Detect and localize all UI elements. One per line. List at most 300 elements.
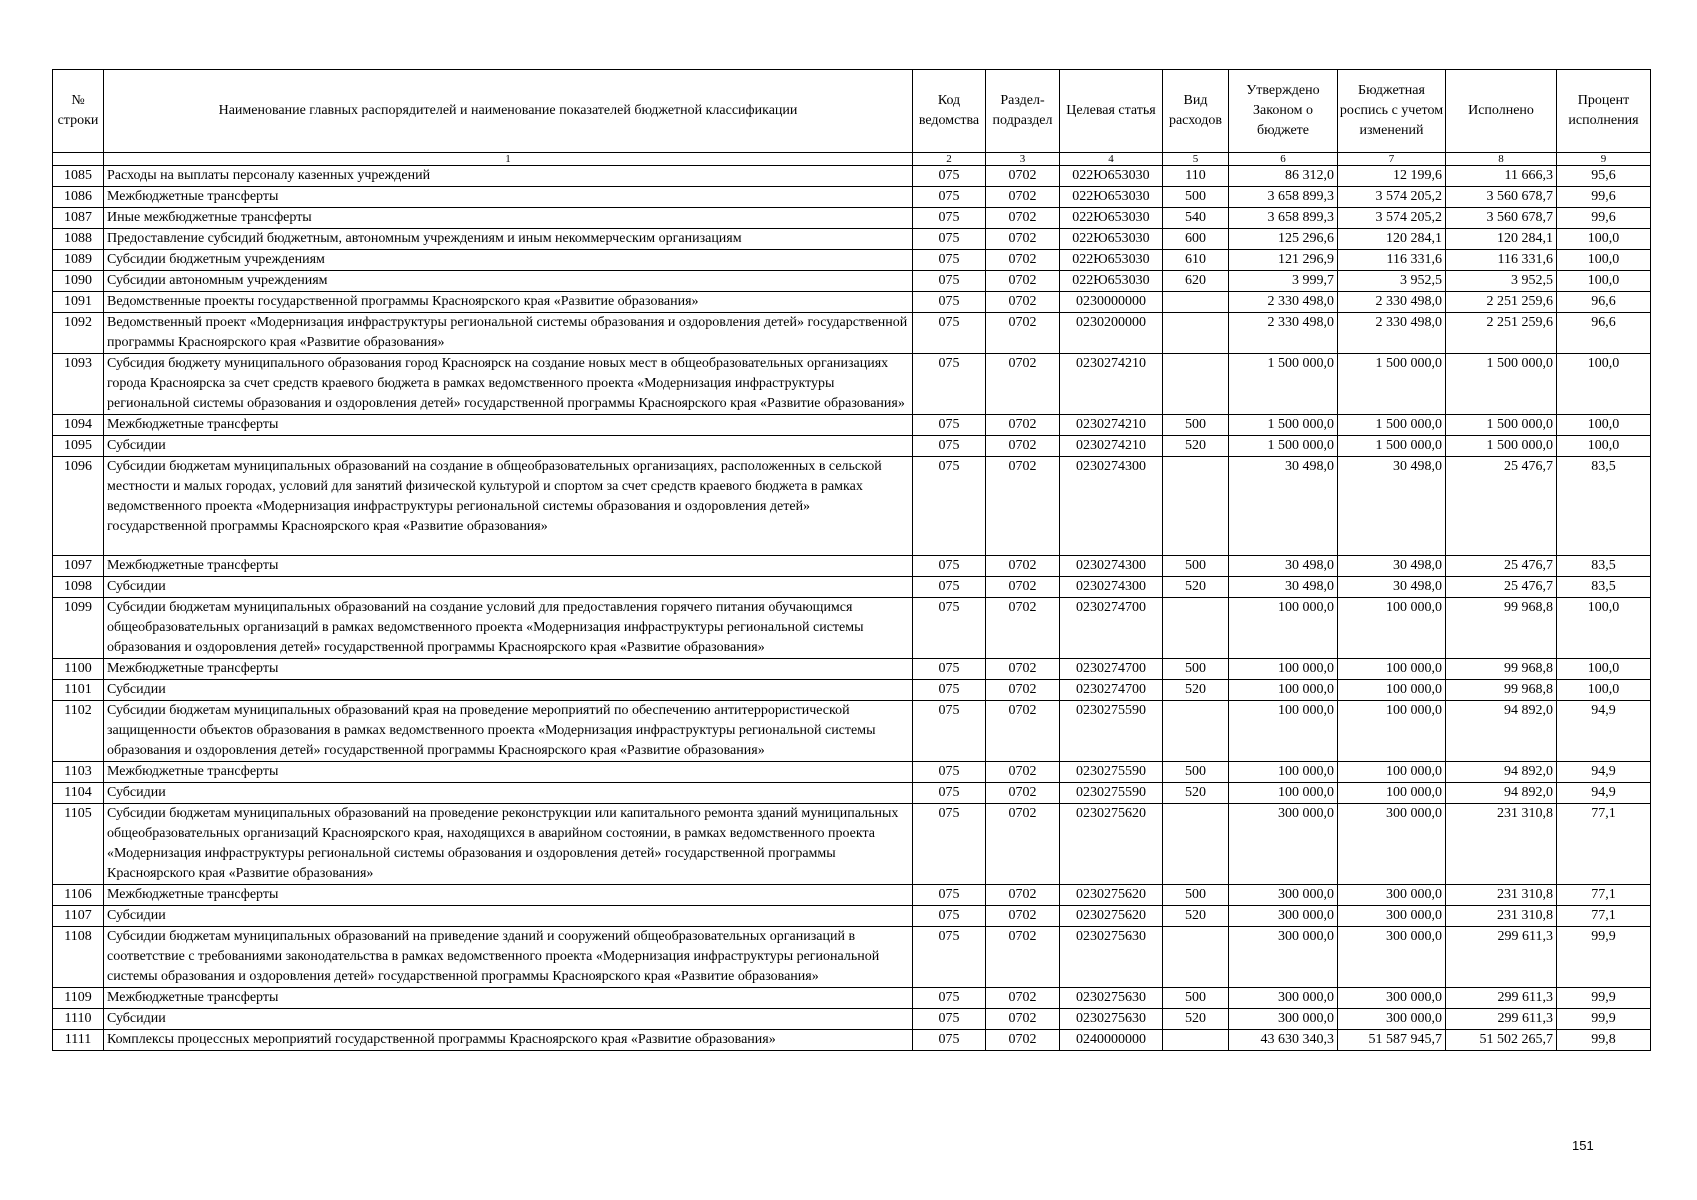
executed-amount: 3 560 678,7 [1446,187,1557,208]
section-code: 0702 [986,680,1060,701]
row-number: 1087 [53,208,104,229]
section-code: 0702 [986,271,1060,292]
approved-amount: 3 999,7 [1229,271,1338,292]
budget-schedule-amount: 120 284,1 [1338,229,1446,250]
row-number: 1105 [53,804,104,885]
indicator-name: Иные межбюджетные трансферты [104,208,913,229]
approved-amount: 2 330 498,0 [1229,292,1338,313]
target-item-code: 0230275590 [1060,783,1163,804]
section-code: 0702 [986,415,1060,436]
target-item-code: 0230274300 [1060,556,1163,577]
budget-schedule-amount: 2 330 498,0 [1338,313,1446,354]
expense-type-code: 610 [1163,250,1229,271]
header-name: Наименование главных распорядителей и наименование показателей бюджетной классификации [104,70,913,153]
department-code: 075 [913,906,986,927]
expense-type-code: 520 [1163,1009,1229,1030]
expense-type-code: 500 [1163,988,1229,1009]
section-code: 0702 [986,988,1060,1009]
section-code: 0702 [986,577,1060,598]
table-row [53,271,1651,292]
executed-amount: 99 968,8 [1446,598,1557,659]
row-number: 1108 [53,927,104,988]
target-item-code: 022Ю653030 [1060,208,1163,229]
executed-amount: 1 500 000,0 [1446,354,1557,415]
executed-amount: 94 892,0 [1446,701,1557,762]
expense-type-code: 600 [1163,229,1229,250]
table-row [53,250,1651,271]
target-item-code: 0230274700 [1060,659,1163,680]
department-code: 075 [913,556,986,577]
expense-type-code: 500 [1163,885,1229,906]
executed-amount: 1 500 000,0 [1446,436,1557,457]
department-code: 075 [913,885,986,906]
target-item-code: 0230200000 [1060,313,1163,354]
indicator-name: Межбюджетные трансферты [104,762,913,783]
executed-amount: 116 331,6 [1446,250,1557,271]
department-code: 075 [913,208,986,229]
header-approved: Утверждено Законом о бюджете [1229,70,1338,153]
row-number: 1102 [53,701,104,762]
executed-amount: 1 500 000,0 [1446,415,1557,436]
table-row [53,885,1651,906]
expense-type-code [1163,804,1229,885]
indicator-name: Субсидии бюджетам муниципальных образований на проведение реконструкции или капитального ремонта зданий муниципальных общеобразовательных организаций Красноярского края, находящихся в аварийном состоянии, в рамках ведомственного проекта «Модернизация инфраструктуры региональной системы образования и оздоровления детей» государственной программы Красноярского края «Развитие образования» [104,804,913,885]
department-code: 075 [913,436,986,457]
target-item-code: 0230274300 [1060,577,1163,598]
execution-percent: 100,0 [1557,415,1651,436]
approved-amount: 2 330 498,0 [1229,313,1338,354]
section-code: 0702 [986,166,1060,187]
expense-type-code: 520 [1163,436,1229,457]
budget-schedule-amount: 100 000,0 [1338,762,1446,783]
target-item-code: 0230275630 [1060,988,1163,1009]
expense-type-code [1163,927,1229,988]
expense-type-code: 500 [1163,187,1229,208]
indicator-name: Межбюджетные трансферты [104,988,913,1009]
executed-amount: 299 611,3 [1446,927,1557,988]
indicator-name: Субсидии [104,436,913,457]
department-code: 075 [913,229,986,250]
target-item-code: 0230274210 [1060,354,1163,415]
row-number: 1100 [53,659,104,680]
budget-schedule-amount: 30 498,0 [1338,457,1446,556]
department-code: 075 [913,250,986,271]
executed-amount: 99 968,8 [1446,659,1557,680]
row-number: 1098 [53,577,104,598]
column-number: 5 [1163,153,1229,166]
approved-amount: 121 296,9 [1229,250,1338,271]
table-row [53,556,1651,577]
indicator-name: Расходы на выплаты персоналу казенных учреждений [104,166,913,187]
budget-schedule-amount: 100 000,0 [1338,701,1446,762]
executed-amount: 2 251 259,6 [1446,292,1557,313]
row-number: 1089 [53,250,104,271]
column-number: 8 [1446,153,1557,166]
indicator-name: Межбюджетные трансферты [104,885,913,906]
target-item-code: 0230275630 [1060,927,1163,988]
approved-amount: 43 630 340,3 [1229,1030,1338,1051]
target-item-code: 0230275590 [1060,701,1163,762]
row-number: 1094 [53,415,104,436]
target-item-code: 0230275620 [1060,885,1163,906]
executed-amount: 231 310,8 [1446,804,1557,885]
budget-schedule-amount: 3 952,5 [1338,271,1446,292]
execution-percent: 100,0 [1557,598,1651,659]
expense-type-code: 500 [1163,415,1229,436]
execution-percent: 99,6 [1557,208,1651,229]
execution-percent: 100,0 [1557,680,1651,701]
target-item-code: 0230275620 [1060,906,1163,927]
expense-type-code: 500 [1163,659,1229,680]
column-number: 6 [1229,153,1338,166]
indicator-name: Субсидии [104,1009,913,1030]
row-number: 1096 [53,457,104,556]
executed-amount: 3 952,5 [1446,271,1557,292]
indicator-name: Межбюджетные трансферты [104,187,913,208]
department-code: 075 [913,292,986,313]
section-code: 0702 [986,598,1060,659]
expense-type-code: 110 [1163,166,1229,187]
column-number-row [53,153,1651,166]
header-percent: Процент исполнения [1557,70,1651,153]
target-item-code: 0230274700 [1060,598,1163,659]
table-row [53,577,1651,598]
header-executed: Исполнено [1446,70,1557,153]
approved-amount: 300 000,0 [1229,906,1338,927]
table-row [53,457,1651,556]
row-number: 1095 [53,436,104,457]
section-code: 0702 [986,187,1060,208]
department-code: 075 [913,988,986,1009]
indicator-name: Субсидии бюджетам муниципальных образований на создание условий для предоставления горячего питания обучающимся общеобразовательных организаций в рамках ведомственного проекта «Модернизация инфраструктуры региональной системы образования и оздоровления детей» государственной программы Красноярского края «Развитие образования» [104,598,913,659]
execution-percent: 100,0 [1557,354,1651,415]
row-number: 1110 [53,1009,104,1030]
expense-type-code: 520 [1163,783,1229,804]
executed-amount: 25 476,7 [1446,457,1557,556]
executed-amount: 25 476,7 [1446,577,1557,598]
table-row [53,1030,1651,1051]
approved-amount: 300 000,0 [1229,988,1338,1009]
execution-percent: 96,6 [1557,313,1651,354]
target-item-code: 022Ю653030 [1060,271,1163,292]
section-code: 0702 [986,804,1060,885]
execution-percent: 94,9 [1557,701,1651,762]
budget-schedule-amount: 2 330 498,0 [1338,292,1446,313]
budget-schedule-amount: 300 000,0 [1338,804,1446,885]
department-code: 075 [913,1030,986,1051]
execution-percent: 99,9 [1557,927,1651,988]
section-code: 0702 [986,1009,1060,1030]
expense-type-code [1163,1030,1229,1051]
row-number: 1085 [53,166,104,187]
executed-amount: 2 251 259,6 [1446,313,1557,354]
execution-percent: 99,9 [1557,988,1651,1009]
executed-amount: 94 892,0 [1446,783,1557,804]
header-target-item: Целевая статья [1060,70,1163,153]
indicator-name: Ведомственный проект «Модернизация инфраструктуры региональной системы образования и оздоровления детей» государственной программы Красноярского края «Развитие образования» [104,313,913,354]
header-budget-schedule: Бюджетная роспись с учетом изменений [1338,70,1446,153]
expense-type-code [1163,701,1229,762]
execution-percent: 99,8 [1557,1030,1651,1051]
department-code: 075 [913,701,986,762]
approved-amount: 100 000,0 [1229,598,1338,659]
approved-amount: 100 000,0 [1229,680,1338,701]
approved-amount: 300 000,0 [1229,885,1338,906]
approved-amount: 1 500 000,0 [1229,436,1338,457]
indicator-name: Субсидии [104,783,913,804]
expense-type-code: 500 [1163,762,1229,783]
budget-schedule-amount: 116 331,6 [1338,250,1446,271]
budget-schedule-amount: 300 000,0 [1338,906,1446,927]
section-code: 0702 [986,885,1060,906]
table-header-row [53,70,1651,153]
executed-amount: 51 502 265,7 [1446,1030,1557,1051]
department-code: 075 [913,680,986,701]
target-item-code: 0230275630 [1060,1009,1163,1030]
budget-schedule-amount: 1 500 000,0 [1338,415,1446,436]
budget-schedule-amount: 3 574 205,2 [1338,208,1446,229]
budget-schedule-amount: 1 500 000,0 [1338,354,1446,415]
execution-percent: 99,6 [1557,187,1651,208]
row-number: 1101 [53,680,104,701]
target-item-code: 0230274210 [1060,436,1163,457]
budget-schedule-amount: 100 000,0 [1338,659,1446,680]
indicator-name: Комплексы процессных мероприятий государственной программы Красноярского края «Развитие образования» [104,1030,913,1051]
target-item-code: 0230274700 [1060,680,1163,701]
budget-schedule-amount: 1 500 000,0 [1338,436,1446,457]
indicator-name: Межбюджетные трансферты [104,659,913,680]
expense-type-code [1163,313,1229,354]
execution-percent: 96,6 [1557,292,1651,313]
section-code: 0702 [986,906,1060,927]
section-code: 0702 [986,556,1060,577]
approved-amount: 100 000,0 [1229,783,1338,804]
section-code: 0702 [986,313,1060,354]
section-code: 0702 [986,292,1060,313]
section-code: 0702 [986,783,1060,804]
execution-percent: 100,0 [1557,250,1651,271]
expense-type-code [1163,598,1229,659]
execution-percent: 95,6 [1557,166,1651,187]
indicator-name: Субсидии бюджетам муниципальных образований края на проведение мероприятий по обеспечению антитеррористической защищенности объектов образования в рамках ведомственного проекта «Модернизация инфраструктуры региональной системы образования и оздоровления детей» государственной программы Красноярского края «Развитие образования» [104,701,913,762]
executed-amount: 94 892,0 [1446,762,1557,783]
execution-percent: 83,5 [1557,457,1651,556]
approved-amount: 30 498,0 [1229,556,1338,577]
section-code: 0702 [986,250,1060,271]
approved-amount: 300 000,0 [1229,1009,1338,1030]
budget-schedule-amount: 300 000,0 [1338,1009,1446,1030]
execution-percent: 100,0 [1557,436,1651,457]
expense-type-code: 500 [1163,556,1229,577]
expense-type-code: 620 [1163,271,1229,292]
section-code: 0702 [986,927,1060,988]
header-expense-type: Вид расходов [1163,70,1229,153]
row-number: 1093 [53,354,104,415]
approved-amount: 100 000,0 [1229,701,1338,762]
budget-schedule-amount: 3 574 205,2 [1338,187,1446,208]
table-row [53,436,1651,457]
expense-type-code [1163,292,1229,313]
table-row [53,783,1651,804]
budget-schedule-amount: 12 199,6 [1338,166,1446,187]
section-code: 0702 [986,659,1060,680]
department-code: 075 [913,598,986,659]
approved-amount: 1 500 000,0 [1229,354,1338,415]
indicator-name: Субсидии бюджетам муниципальных образований на создание в общеобразовательных организациях, расположенных в сельской местности и малых городах, условий для занятий физической культурой и спортом за счет средств краевого бюджета в рамках ведомственного проекта «Модернизация инфраструктуры региональной системы образования и оздоровления детей» государственной программы Красноярского края «Развитие образования» [104,457,913,556]
section-code: 0702 [986,354,1060,415]
executed-amount: 299 611,3 [1446,988,1557,1009]
row-number: 1092 [53,313,104,354]
target-item-code: 0230000000 [1060,292,1163,313]
department-code: 075 [913,271,986,292]
approved-amount: 125 296,6 [1229,229,1338,250]
execution-percent: 94,9 [1557,783,1651,804]
row-number: 1086 [53,187,104,208]
budget-schedule-amount: 51 587 945,7 [1338,1030,1446,1051]
approved-amount: 1 500 000,0 [1229,415,1338,436]
table-row [53,762,1651,783]
budget-schedule-amount: 300 000,0 [1338,885,1446,906]
budget-schedule-amount: 100 000,0 [1338,783,1446,804]
section-code: 0702 [986,436,1060,457]
column-number: 7 [1338,153,1446,166]
department-code: 075 [913,415,986,436]
approved-amount: 86 312,0 [1229,166,1338,187]
table-row [53,166,1651,187]
budget-table [52,69,1651,1051]
indicator-name: Межбюджетные трансферты [104,556,913,577]
table-row [53,1009,1651,1030]
budget-schedule-amount: 30 498,0 [1338,577,1446,598]
table-row [53,906,1651,927]
executed-amount: 299 611,3 [1446,1009,1557,1030]
approved-amount: 300 000,0 [1229,804,1338,885]
indicator-name: Субсидия бюджету муниципального образования город Красноярск на создание новых мест в общеобразовательных организациях города Красноярска за счет средств краевого бюджета в рамках ведомственного проекта «Модернизация инфраструктуры региональной системы образования и оздоровления детей» государственной программы Красноярского края «Развитие образования» [104,354,913,415]
approved-amount: 3 658 899,3 [1229,208,1338,229]
row-number: 1107 [53,906,104,927]
executed-amount: 231 310,8 [1446,885,1557,906]
table-row [53,354,1651,415]
section-code: 0702 [986,762,1060,783]
executed-amount: 11 666,3 [1446,166,1557,187]
department-code: 075 [913,313,986,354]
section-code: 0702 [986,208,1060,229]
department-code: 075 [913,577,986,598]
execution-percent: 99,9 [1557,1009,1651,1030]
budget-schedule-amount: 300 000,0 [1338,927,1446,988]
department-code: 075 [913,187,986,208]
target-item-code: 022Ю653030 [1060,229,1163,250]
column-number [53,153,104,166]
table-row [53,292,1651,313]
indicator-name: Ведомственные проекты государственной программы Красноярского края «Развитие образования» [104,292,913,313]
expense-type-code: 520 [1163,680,1229,701]
approved-amount: 100 000,0 [1229,659,1338,680]
table-body [53,166,1651,1051]
execution-percent: 100,0 [1557,271,1651,292]
header-row-number: № строки [53,70,104,153]
budget-schedule-amount: 300 000,0 [1338,988,1446,1009]
expense-type-code: 540 [1163,208,1229,229]
column-number: 3 [986,153,1060,166]
column-number: 9 [1557,153,1651,166]
page-number: 151 [1572,1138,1594,1153]
execution-percent: 100,0 [1557,659,1651,680]
table-row [53,229,1651,250]
department-code: 075 [913,1009,986,1030]
column-number: 1 [104,153,913,166]
section-code: 0702 [986,457,1060,556]
header-section: Раздел-подраздел [986,70,1060,153]
target-item-code: 0230274210 [1060,415,1163,436]
department-code: 075 [913,762,986,783]
execution-percent: 83,5 [1557,556,1651,577]
execution-percent: 77,1 [1557,885,1651,906]
table-row [53,988,1651,1009]
department-code: 075 [913,457,986,556]
executed-amount: 25 476,7 [1446,556,1557,577]
table-row [53,313,1651,354]
table-row [53,659,1651,680]
section-code: 0702 [986,1030,1060,1051]
table-row [53,208,1651,229]
expense-type-code [1163,354,1229,415]
department-code: 075 [913,354,986,415]
table-row [53,701,1651,762]
department-code: 075 [913,783,986,804]
target-item-code: 0240000000 [1060,1030,1163,1051]
execution-percent: 94,9 [1557,762,1651,783]
approved-amount: 30 498,0 [1229,577,1338,598]
row-number: 1090 [53,271,104,292]
table-row [53,927,1651,988]
row-number: 1109 [53,988,104,1009]
table-row [53,804,1651,885]
department-code: 075 [913,166,986,187]
indicator-name: Межбюджетные трансферты [104,415,913,436]
table-row [53,598,1651,659]
row-number: 1103 [53,762,104,783]
column-number: 2 [913,153,986,166]
execution-percent: 100,0 [1557,229,1651,250]
indicator-name: Субсидии автономным учреждениям [104,271,913,292]
execution-percent: 77,1 [1557,804,1651,885]
budget-schedule-amount: 100 000,0 [1338,680,1446,701]
row-number: 1099 [53,598,104,659]
section-code: 0702 [986,701,1060,762]
expense-type-code [1163,457,1229,556]
target-item-code: 0230274300 [1060,457,1163,556]
row-number: 1106 [53,885,104,906]
department-code: 075 [913,927,986,988]
target-item-code: 022Ю653030 [1060,250,1163,271]
approved-amount: 100 000,0 [1229,762,1338,783]
budget-schedule-amount: 30 498,0 [1338,556,1446,577]
indicator-name: Субсидии [104,577,913,598]
department-code: 075 [913,804,986,885]
column-number: 4 [1060,153,1163,166]
budget-schedule-amount: 100 000,0 [1338,598,1446,659]
executed-amount: 3 560 678,7 [1446,208,1557,229]
row-number: 1111 [53,1030,104,1051]
table-row [53,415,1651,436]
executed-amount: 231 310,8 [1446,906,1557,927]
target-item-code: 022Ю653030 [1060,166,1163,187]
indicator-name: Субсидии [104,680,913,701]
target-item-code: 0230275590 [1060,762,1163,783]
table-row [53,187,1651,208]
indicator-name: Субсидии бюджетам муниципальных образований на приведение зданий и сооружений общеобразовательных организаций в соответствие с требованиями законодательства в рамках ведомственного проекта «Модернизация инфраструктуры региональной системы образования и оздоровления детей» государственной программы Красноярского края «Развитие образования» [104,927,913,988]
